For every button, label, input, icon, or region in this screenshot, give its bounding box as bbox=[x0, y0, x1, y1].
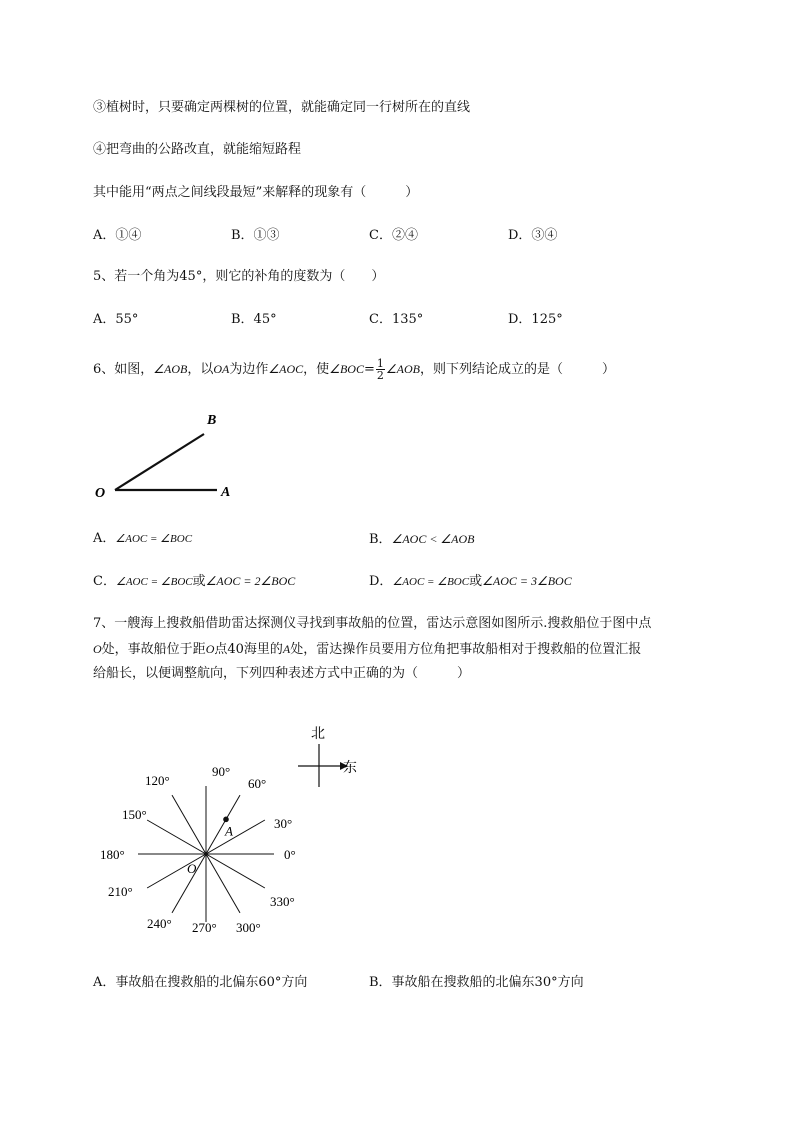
q6-angle-boc: ∠BOC bbox=[329, 362, 364, 376]
option-prefix: D． bbox=[369, 574, 393, 589]
q7-text: 处，雷达操作员要用方位角把事故船相对于搜救船的位置汇报 bbox=[290, 642, 642, 657]
option-prefix: B． bbox=[369, 532, 392, 547]
q6-angle-aob-2: ∠AOB bbox=[385, 362, 420, 376]
radar-angle-label: 330° bbox=[270, 894, 295, 909]
q7-option-a: A．事故船在搜救船的北偏东60°方向 bbox=[93, 975, 308, 990]
q7-line-1: 7、一艘海上搜救船借助雷达探测仪寻找到事故船的位置，雷达示意图如图所示.搜救船位于图中点 bbox=[93, 616, 652, 631]
q7-text: 处，事故船位于距 bbox=[101, 642, 206, 657]
option-prefix: C． bbox=[93, 574, 116, 589]
radar-angle-label: 210° bbox=[108, 884, 133, 899]
compass-north-label: 北 bbox=[311, 727, 325, 742]
q6-angle-aoc: ∠AOC bbox=[268, 362, 304, 376]
q6-side-oa: OA bbox=[213, 362, 230, 376]
ray-ob bbox=[115, 434, 204, 490]
q4-option-b: B．①③ bbox=[231, 228, 280, 243]
q5-stem: 5、若一个角为45°，则它的补角的度数为（ ） bbox=[93, 269, 385, 284]
q4-option-d: D．③④ bbox=[508, 228, 558, 243]
q6-stem-part: ，以 bbox=[187, 362, 214, 377]
point-a: A bbox=[282, 642, 291, 656]
q5-option-a: A．55° bbox=[93, 312, 139, 327]
option-prefix: A． bbox=[93, 531, 116, 546]
point-a-marker bbox=[223, 817, 229, 823]
statement-3: ③植树时，只要确定两棵树的位置，就能确定同一行树所在的直线 bbox=[93, 100, 471, 115]
q7-line-3: 给船长，以便调整航向，下列四种表述方式中正确的为（ ） bbox=[93, 666, 471, 681]
q6-stem-part: 6、如图， bbox=[93, 362, 154, 377]
q4-stem: 其中能用“两点之间线段最短”来解释的现象有（ ） bbox=[93, 185, 419, 200]
q6-angle-figure bbox=[90, 405, 250, 505]
statement-4: ④把弯曲的公路改直，就能缩短路程 bbox=[93, 142, 302, 157]
q6-fraction bbox=[376, 358, 385, 381]
q6-stem-part: ，则下列结论成立的是（ ） bbox=[419, 362, 615, 377]
radar-angle-label: 120° bbox=[145, 773, 170, 788]
q5-option-c: C．135° bbox=[369, 312, 424, 327]
q6-stem-part: 为边作 bbox=[229, 362, 269, 377]
point-o: O bbox=[205, 642, 215, 656]
radar-angle-label: 60° bbox=[248, 776, 267, 791]
option-math: ∠AOC = 3∠BOC bbox=[482, 574, 572, 588]
radar-figure bbox=[88, 756, 328, 946]
q5-option-b: B．45° bbox=[231, 312, 277, 327]
q6-fraction-denominator: 2 bbox=[376, 369, 384, 382]
option-or: 或 bbox=[192, 574, 206, 589]
q4-option-c: C．②④ bbox=[369, 228, 418, 243]
q6-option-c bbox=[93, 571, 295, 592]
label-o: O bbox=[95, 486, 106, 501]
q5-option-d: D．125° bbox=[508, 312, 563, 327]
q6-stem bbox=[93, 356, 615, 383]
option-math: ∠AOC = ∠BOC bbox=[392, 576, 470, 588]
radar-angle-label: 270° bbox=[192, 920, 217, 935]
q7-line-2 bbox=[93, 639, 641, 660]
radar-angle-label: 150° bbox=[122, 807, 147, 822]
point-a-label: A bbox=[225, 823, 233, 839]
radar-angle-label: 300° bbox=[236, 920, 261, 935]
point-o-label: O bbox=[187, 861, 197, 876]
q6-equals: = bbox=[363, 362, 375, 377]
radar-angle-label: 240° bbox=[147, 916, 172, 931]
q7-option-b: B．事故船在搜救船的北偏东30°方向 bbox=[369, 975, 584, 990]
q6-option-b bbox=[369, 529, 475, 550]
q4-option-a: A．①④ bbox=[93, 228, 142, 243]
point-o: O bbox=[93, 642, 102, 656]
option-math: ∠AOC < ∠AOB bbox=[391, 532, 475, 546]
radar-angle-label: 30° bbox=[274, 816, 293, 831]
radar-angle-label: 90° bbox=[212, 764, 231, 779]
q6-angle-aob: ∠AOB bbox=[153, 362, 188, 376]
q6-stem-part: ，使 bbox=[303, 362, 330, 377]
label-a: A bbox=[221, 485, 231, 500]
q6-fraction-numerator: 1 bbox=[376, 357, 384, 370]
option-or: 或 bbox=[469, 574, 483, 589]
compass-east-label: 东 bbox=[343, 761, 357, 776]
q6-option-a bbox=[93, 529, 192, 549]
radar-angle-label: 0° bbox=[284, 847, 296, 862]
option-math: ∠AOC = ∠BOC bbox=[115, 576, 193, 588]
radar-angle-label: 180° bbox=[100, 847, 125, 862]
option-math: ∠AOC = 2∠BOC bbox=[205, 574, 296, 588]
option-math: ∠AOC = ∠BOC bbox=[115, 533, 193, 545]
label-b: B bbox=[207, 413, 217, 428]
q7-text: 点40海里的 bbox=[214, 642, 283, 657]
q6-option-d bbox=[369, 571, 572, 592]
